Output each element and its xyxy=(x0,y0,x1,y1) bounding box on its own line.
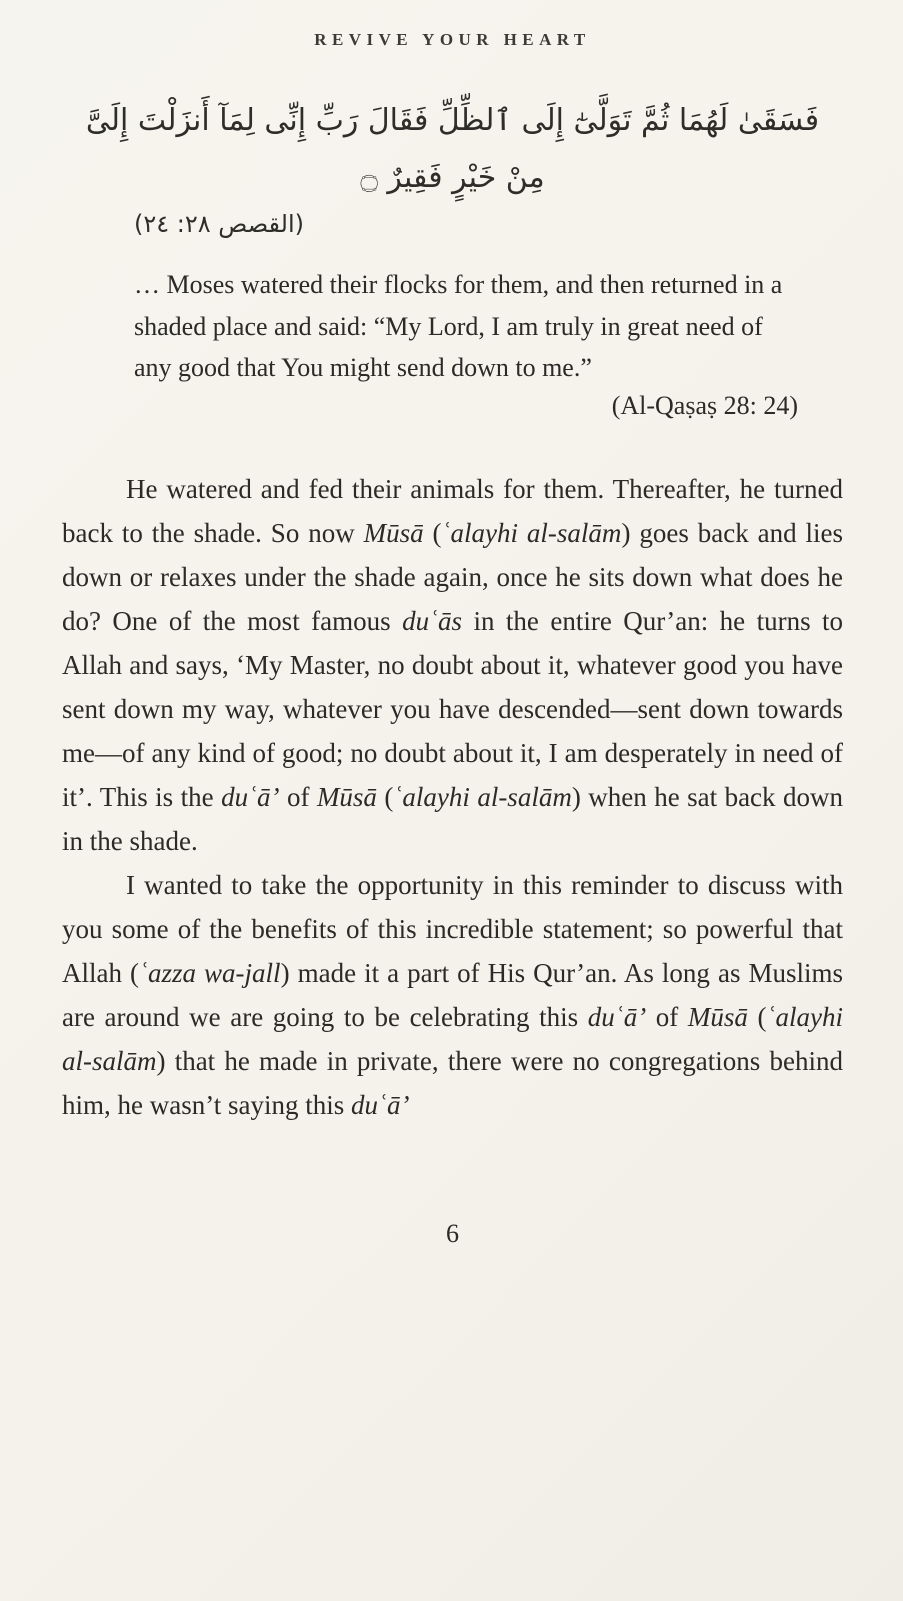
running-header: REVIVE YOUR HEART xyxy=(314,30,591,49)
translation-quote: … Moses watered their flocks for them, and then returned in a shaded place and said: “My Lord, I am truly in great need of any good that You might send down to me.” xyxy=(134,270,783,383)
page-number: 6 xyxy=(446,1218,459,1248)
body-text xyxy=(62,467,843,1127)
arabic-verse xyxy=(62,92,843,206)
arabic-verse-line-1: فَسَقَىٰ لَهُمَا ثُمَّ تَوَلَّىٰٓ إِلَى ٱلظِّلِّ فَقَالَ رَبِّ إِنِّى لِمَآ أَنزَلْتَ إِلَىَّ xyxy=(85,103,820,138)
body-paragraph-1: He watered and fed their animals for them. Thereafter, he turned back to the shade. So now Mūsā (ʿalayhi al-salām) goes back and lies down or relaxes under the shade again, once he sits down what does he do? One of the most famous duʿās in the entire Qur’an: he turns to Allah and says, ‘My Master, no doubt about it, whatever good you have sent down my way, whatever you have descended—sent down towards me—of any kind of good; no doubt about it, I am desperately in need of it’. This is the duʿā’ of Mūsā (ʿalayhi al-salām) when he sat back down in the shade. xyxy=(62,473,844,856)
arabic-verse-line-2: مِنْ خَيْرٍ فَقِيرٌ ۝ xyxy=(360,160,545,195)
arabic-citation: (القصص ٢٨: ٢٤) xyxy=(134,210,304,238)
translation-citation: (Al-Qaṣaṣ 28: 24) xyxy=(611,390,798,420)
body-paragraph-2: I wanted to take the opportunity in this reminder to discuss with you some of the benefits of this incredible statement; so powerful that Allah (ʿazza wa-jall) made it a part of His Qur’an. As long as Muslims are around we are going to be celebrating this duʿā’ of Mūsā (ʿalayhi al-salām) that he made in private, there were no congregations behind him, he wasn’t saying this duʿā’ xyxy=(62,869,844,1120)
